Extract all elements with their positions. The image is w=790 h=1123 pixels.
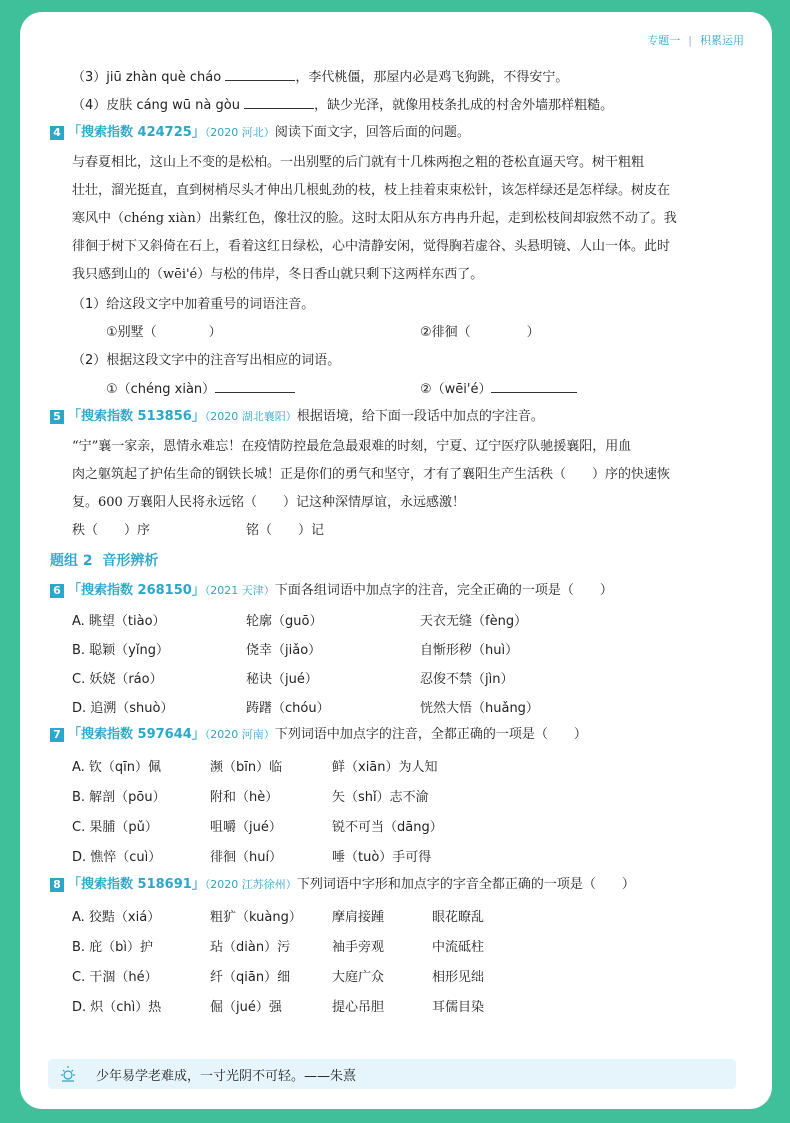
q6-option[interactable]: A. 眺望（tiào） bbox=[72, 614, 166, 629]
quote-bar bbox=[48, 1059, 736, 1089]
item-4: （4）皮肤 cáng wū nà gòu ，缺少光泽，就像用枝条扎成的村舍外墙那样粗糙。 bbox=[72, 98, 614, 113]
item-3: （3）jiū zhàn què cháo ，李代桃僵，那屋内必是鸡飞狗跳，不得安宁。 bbox=[72, 70, 569, 85]
q5-passage-line: “宁”襄一家亲，恩情永难忘！在疫情防控最危急最艰难的时刻，宁夏、辽宁医疗队驰援襄阳，用血 bbox=[72, 439, 632, 454]
q7-option[interactable]: D. 憔悴（cuì） bbox=[72, 850, 162, 865]
q8-option: 中流砥柱 bbox=[432, 940, 485, 955]
q8-option[interactable]: C. 干涸（hé） bbox=[72, 970, 158, 985]
q7-option: 锐不可当（dāng） bbox=[332, 820, 443, 835]
q4-passage-line: 壮壮，溜光挺直，直到树梢尽头才伸出几根虬劲的枝，枝上挂着束束松针，该怎样绿还是怎样绿。树皮在 bbox=[72, 183, 671, 198]
q4-sub1-a: ①别墅（ ） bbox=[106, 325, 222, 340]
q6-option: 秘诀（jué） bbox=[246, 672, 318, 687]
q8-option: 纤（qiān）细 bbox=[210, 970, 291, 985]
question-6-header: 6 「搜索指数 268150」（2021 天津）下面各组词语中加点字的注音，完全正确的一项是（ ） bbox=[50, 582, 613, 600]
q6-option: 轮廓（guō） bbox=[246, 614, 323, 629]
question-8-header: 8 「搜索指数 518691」（2020 江苏徐州）下列词语中字形和加点字的字音全都正确的一项是（ ） bbox=[50, 876, 635, 894]
q6-option: 忍俊不禁（jìn） bbox=[420, 672, 514, 687]
q8-option: 摩肩接踵 bbox=[332, 910, 385, 925]
q4-sub2-a: ①（chéng xiàn） bbox=[106, 380, 295, 399]
q8-option[interactable]: B. 庇（bì）护 bbox=[72, 940, 154, 955]
q6-option: 侥幸（jiǎo） bbox=[246, 643, 322, 658]
q8-option[interactable]: A. 狡黠（xiá） bbox=[72, 910, 161, 925]
q8-option: 袖手旁观 bbox=[332, 940, 385, 955]
q7-option: 矢（shǐ）志不渝 bbox=[332, 790, 429, 805]
page bbox=[20, 12, 772, 1109]
q5-passage-line: 肉之躯筑起了护佑生命的钢铁长城！正是你们的勇气和坚守，才有了襄阳生产生活秩（ ）序的快速恢 bbox=[72, 467, 671, 482]
q8-option: 倔（jué）强 bbox=[210, 1000, 282, 1015]
q7-option: 鲜（xiān）为人知 bbox=[332, 760, 438, 775]
q6-option[interactable]: D. 追溯（shuò） bbox=[72, 701, 174, 716]
q5-answer-b: 铭（ ）记 bbox=[246, 523, 325, 538]
q8-option: 玷（diàn）污 bbox=[210, 940, 291, 955]
q6-option[interactable]: C. 妖娆（ráo） bbox=[72, 672, 163, 687]
page-header: 专题一 | 积累运用 bbox=[647, 34, 744, 47]
header-subtitle: 积累运用 bbox=[700, 34, 744, 47]
header-section: 专题一 bbox=[647, 34, 681, 47]
q8-option: 耳儒目染 bbox=[432, 1000, 485, 1015]
q7-option[interactable]: C. 果脯（pǔ） bbox=[72, 820, 158, 835]
question-7-header: 7 「搜索指数 597644」（2020 河南）下列词语中加点字的注音，全都正确的一项是（ ） bbox=[50, 726, 587, 744]
q8-option: 眼花瞭乱 bbox=[432, 910, 485, 925]
q6-option: 天衣无缝（fèng） bbox=[420, 614, 528, 629]
quote-text: 少年易学老难成，一寸光阴不可轻。——朱熹 bbox=[96, 1069, 357, 1084]
q4-sub1-b: ②徘徊（ ） bbox=[420, 325, 540, 340]
q8-option[interactable]: D. 炽（chì）热 bbox=[72, 1000, 162, 1015]
q7-option[interactable]: B. 解剖（pōu） bbox=[72, 790, 166, 805]
q4-passage-line: 与春夏相比，这山上不变的是松柏。一出别墅的后门就有十几株两抱之粗的苍松直逼天穹。树干粗粗 bbox=[72, 155, 645, 170]
question-4-header: 4 「搜索指数 424725」（2020 河北）阅读下面文字，回答后面的问题。 bbox=[50, 124, 470, 142]
q4-sub2-b: ②（wēi'é） bbox=[420, 380, 577, 399]
group-title: 题组 2 音形辨析 bbox=[50, 553, 159, 569]
q7-option: 徘徊（huí） bbox=[210, 850, 283, 865]
q7-option: 咀嚼（jué） bbox=[210, 820, 282, 835]
q4-passage-line: 寒风中（chéng xiàn）出紫红色，像壮汉的脸。这时太阳从东方冉冉升起，走到松枝间却寂然不动了。我 bbox=[72, 211, 677, 226]
q4-passage-line: 我只感到山的（wēi'é）与松的伟岸，冬日香山就只剩下这两样东西了。 bbox=[72, 267, 484, 282]
question-5-header: 5 「搜索指数 513856」（2020 湖北襄阳）根据语境，给下面一段话中加点的字注音。 bbox=[50, 408, 544, 426]
q5-passage-line: 复。600 万襄阳人民将永远铭（ ）记这种深情厚谊，永远感激！ bbox=[72, 495, 465, 510]
q4-passage-line: 徘徊于树下又斜倚在石上，看着这红日绿松，心中清静安闲，觉得胸若虚谷、头悬明镜、人山一体。此时 bbox=[72, 239, 671, 254]
q6-option[interactable]: B. 聪颖（yǐng） bbox=[72, 643, 169, 658]
q8-option: 粗犷（kuàng） bbox=[210, 910, 302, 925]
q7-option: 附和（hè） bbox=[210, 790, 279, 805]
q4-sub1: （1）给这段文字中加着重号的词语注音。 bbox=[72, 297, 315, 312]
q7-option[interactable]: A. 钦（qīn）佩 bbox=[72, 760, 162, 775]
q7-option: 濒（bīn）临 bbox=[210, 760, 283, 775]
q6-option: 踌躇（chóu） bbox=[246, 701, 330, 716]
q4-sub2: （2）根据这段文字中的注音写出相应的词语。 bbox=[72, 353, 341, 368]
sun-icon bbox=[58, 1064, 78, 1084]
q8-option: 提心吊胆 bbox=[332, 1000, 385, 1015]
q5-answer-a: 秩（ ）序 bbox=[72, 523, 151, 538]
q8-option: 大庭广众 bbox=[332, 970, 385, 985]
q6-option: 恍然大悟（huǎng） bbox=[420, 701, 539, 716]
q8-option: 相形见绌 bbox=[432, 970, 485, 985]
q7-option: 唾（tuò）手可得 bbox=[332, 850, 432, 865]
q6-option: 自惭形秽（huì） bbox=[420, 643, 519, 658]
